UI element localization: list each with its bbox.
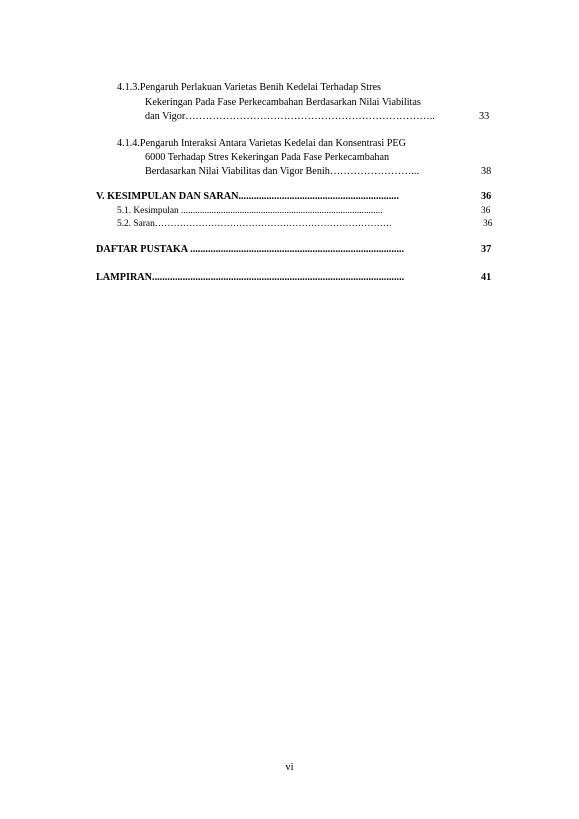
toc-entry-4-1-4-line1: 4.1.4.Pengaruh Interaksi Antara Varietas Kedelai dan Konsentrasi PEG	[117, 138, 406, 149]
toc-entry-4-1-3-line3: dan Vigor………………………………………………………………..	[145, 111, 435, 122]
page-number: vi	[285, 762, 294, 773]
toc-section-5-1-page: 36	[481, 206, 491, 216]
toc-lampiran: LAMPIRAN...................................................................................................	[96, 272, 405, 283]
toc-entry-4-1-3-line1: 4.1.3.Pengaruh Perlakuan Varietas Benih Kedelai Terhadap Stres	[117, 82, 381, 93]
toc-section-5-2: 5.2. Saran………………………………………………………………….	[117, 219, 392, 229]
toc-section-5-1: 5.1. Kesimpulan ......................................................................................	[117, 206, 383, 216]
toc-daftar-pustaka: DAFTAR PUSTAKA ....................................................................................	[96, 244, 405, 255]
toc-entry-4-1-4-line3: Berdasarkan Nilai Viabilitas dan Vigor Benih……………………...	[145, 166, 419, 177]
toc-lampiran-page: 41	[481, 272, 492, 283]
toc-section-5-2-page: 36	[483, 219, 493, 229]
toc-chapter-5: V. KESIMPULAN DAN SARAN...............................................................	[96, 191, 399, 202]
toc-daftar-pustaka-page: 37	[481, 244, 492, 255]
toc-chapter-5-page: 36	[481, 191, 492, 202]
toc-entry-4-1-4-page: 38	[481, 166, 492, 177]
toc-entry-4-1-4-line2: 6000 Terhadap Stres Kekeringan Pada Fase Perkecambahan	[145, 152, 390, 163]
toc-entry-4-1-3-line2: Kekeringan Pada Fase Perkecambahan Berdasarkan Nilai Viabilitas	[145, 97, 421, 108]
toc-entry-4-1-3-page: 33	[479, 111, 490, 122]
